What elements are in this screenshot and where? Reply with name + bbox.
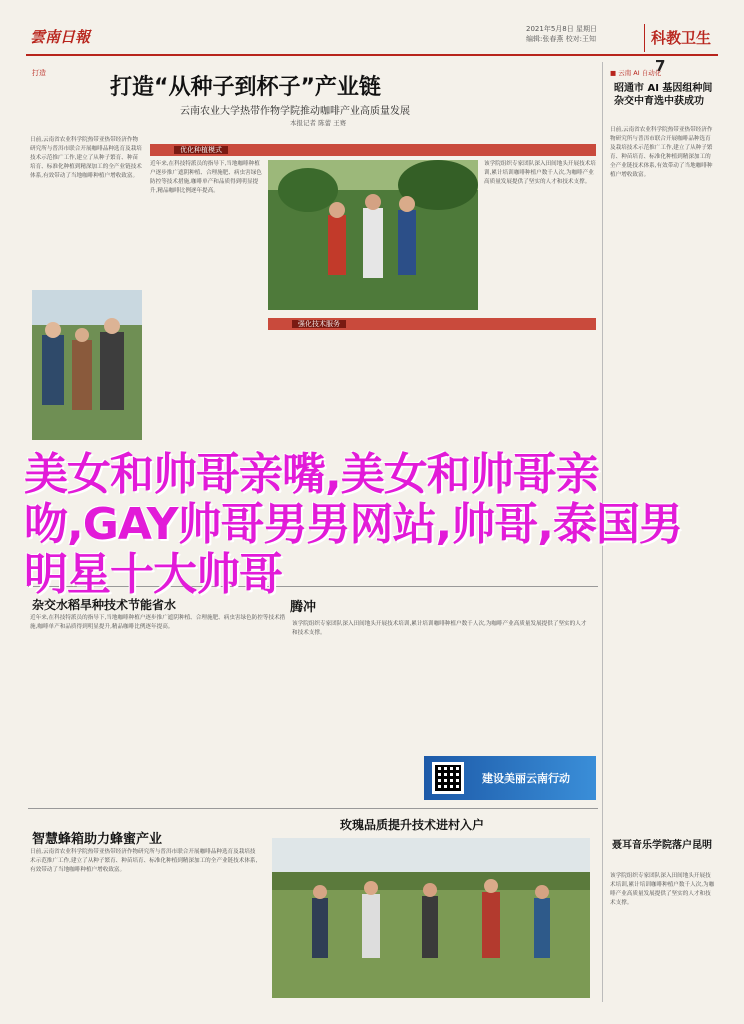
story-headline: 玫瑰品质提升技术进村入户 — [340, 818, 485, 832]
lead-byline: 本报记者 陈蕾 王赛 — [290, 119, 347, 127]
subsection-band — [268, 318, 596, 330]
article-column: 该学院组织专家团队深入田间地头开展技术培训,累计培训咖啡种植户数千人次,为咖啡产业高质量发展提供了坚实的人才和技术支撑。 — [292, 621, 587, 636]
article-column: 近年来,在科技特派员的指导下,当地咖啡种植户逐步推广遮阴种植、合理施肥、病虫害绿色防控等技术措施,咖啡单产和品质得到明显提升,精品咖啡比例逐年提高。 — [30, 615, 286, 630]
subsection-band — [150, 144, 596, 156]
lead-photo — [268, 160, 478, 310]
sidebar-headline: 昭通市 AI 基因组种间杂交中育选中获成功 — [614, 83, 713, 107]
story-headline: 腾冲 — [290, 600, 317, 615]
editor-line: 编辑:张春燕 校对:王知 — [526, 35, 596, 43]
page-number: 7 — [655, 57, 666, 75]
qr-code-icon — [432, 762, 464, 794]
lead-headline: 打造“从种子到杯子”产业链 — [110, 75, 381, 100]
sidebar-article: 该学院组织专家团队深入田间地头开展技术培训,累计培训咖啡种植户数千人次,为咖啡产业高质量发展提供了坚实的人才和技术支撑。 — [610, 873, 715, 906]
section-name: 科教卫生 — [651, 29, 712, 47]
story-headline: 杂交水稻旱种技术节能省水 — [32, 598, 177, 612]
lead-subtitle: 云南农业大学热带作物学院推动咖啡产业高质量发展 — [180, 106, 410, 117]
sidebar-story-headline: 聂耳音乐学院落户昆明 — [612, 840, 712, 851]
ad-text: 建设美丽云南行动 — [482, 772, 570, 785]
field-photo — [272, 838, 590, 998]
advertisement-banner[interactable] — [424, 756, 596, 800]
overlay-text: 美女和帅哥亲嘴,美女和帅哥亲吻,GAY帅哥男男网站,帅哥,泰国男明星十大帅哥 — [24, 449, 682, 600]
article-column: 日前,云南省农业科学院热带亚热带经济作物研究所与普洱市联合开展咖啡品种选育及栽培技术示范推广工作,建立了从种子繁育、种苗培育、标准化种植到精深加工的全产业链技术体系,有效带动了当地咖啡种植户增收致富。 — [30, 137, 142, 179]
section-divider — [28, 808, 598, 809]
section-header — [644, 24, 718, 75]
sidebar-tag: ■ 云南 AI 自动化 — [610, 69, 662, 77]
date-line: 2021年5月8日 星期日 — [526, 25, 597, 33]
article-column: 日前,云南省农业科学院热带亚热带经济作物研究所与普洱市联合开展咖啡品种选育及栽培技术示范推广工作,建立了从种子繁育、种苗培育、标准化种植到精深加工的全产业链技术体系,有效带动了当地咖啡种植户增收致富。 — [30, 849, 258, 873]
sidebar-article: 日前,云南省农业科学院热带亚热带经济作物研究所与普洱市联合开展咖啡品种选育及栽培技术示范推广工作,建立了从种子繁育、种苗培育、标准化种植到精深加工的全产业链技术体系,有效带动了当地咖啡种植户增收致富。 — [610, 127, 713, 178]
date-info — [526, 24, 641, 44]
band-label: 强化技术服务 — [292, 320, 346, 328]
story-headline: 智慧蜂箱助力蜂蜜产业 — [32, 832, 163, 847]
article-photo — [32, 290, 142, 440]
lead-tag: 打造 — [32, 69, 46, 77]
article-column: 该学院组织专家团队深入田间地头开展技术培训,累计培训咖啡种植户数千人次,为咖啡产业高质量发展提供了坚实的人才和技术支撑。 — [484, 161, 596, 185]
article-column: 近年来,在科技特派员的指导下,当地咖啡种植户逐步推广遮阴种植、合理施肥、病虫害绿色防控等技术措施,咖啡单产和品质得到明显提升,精品咖啡比例逐年提高。 — [150, 161, 262, 194]
newspaper-logo: 雲南日報 — [30, 28, 91, 46]
band-label: 优化种植模式 — [174, 146, 228, 154]
